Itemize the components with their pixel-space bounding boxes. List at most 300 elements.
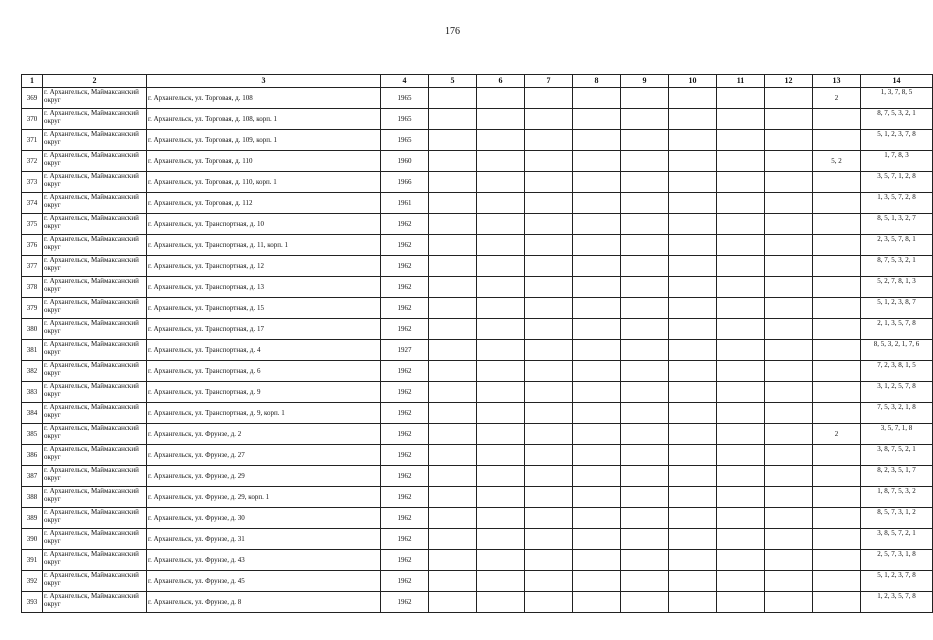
- district-cell: г. Архангельск, Маймаксанский округ: [43, 319, 147, 340]
- empty-cell: [621, 151, 669, 172]
- year-cell: 1962: [381, 382, 429, 403]
- empty-cell: [477, 172, 525, 193]
- empty-cell: [477, 571, 525, 592]
- empty-cell: [573, 151, 621, 172]
- empty-cell: [765, 277, 813, 298]
- empty-cell: [477, 508, 525, 529]
- year-cell: 1962: [381, 487, 429, 508]
- year-cell: 1962: [381, 214, 429, 235]
- empty-cell: [621, 424, 669, 445]
- column-13-cell: [813, 529, 861, 550]
- empty-cell: [621, 445, 669, 466]
- empty-cell: [621, 382, 669, 403]
- empty-cell: [765, 340, 813, 361]
- row-number-cell: 369: [22, 88, 43, 109]
- column-13-cell: [813, 130, 861, 151]
- empty-cell: [573, 340, 621, 361]
- empty-cell: [525, 214, 573, 235]
- district-cell: г. Архангельск, Маймаксанский округ: [43, 151, 147, 172]
- address-cell: г. Архангельск, ул. Фрунзе, д. 8: [147, 592, 381, 613]
- empty-cell: [765, 508, 813, 529]
- page-number: 176: [445, 26, 460, 37]
- column-13-cell: [813, 403, 861, 424]
- empty-cell: [429, 214, 477, 235]
- table-row: [22, 277, 933, 298]
- empty-cell: [765, 466, 813, 487]
- empty-cell: [477, 487, 525, 508]
- district-cell: г. Архангельск, Маймаксанский округ: [43, 403, 147, 424]
- row-number-cell: 384: [22, 403, 43, 424]
- empty-cell: [477, 529, 525, 550]
- empty-cell: [477, 109, 525, 130]
- empty-cell: [525, 172, 573, 193]
- empty-cell: [669, 151, 717, 172]
- empty-cell: [621, 361, 669, 382]
- empty-cell: [669, 298, 717, 319]
- empty-cell: [429, 109, 477, 130]
- column-14-cell: 1, 3, 5, 7, 2, 8: [861, 193, 933, 214]
- empty-cell: [525, 277, 573, 298]
- empty-cell: [717, 529, 765, 550]
- address-cell: г. Архангельск, ул. Транспортная, д. 10: [147, 214, 381, 235]
- empty-cell: [765, 487, 813, 508]
- table-row: [22, 151, 933, 172]
- empty-cell: [429, 277, 477, 298]
- empty-cell: [621, 403, 669, 424]
- row-number-cell: 388: [22, 487, 43, 508]
- empty-cell: [573, 235, 621, 256]
- row-number-cell: 379: [22, 298, 43, 319]
- row-number-cell: 371: [22, 130, 43, 151]
- empty-cell: [621, 130, 669, 151]
- empty-cell: [765, 256, 813, 277]
- column-13-cell: [813, 382, 861, 403]
- column-13-cell: [813, 214, 861, 235]
- table-row: [22, 109, 933, 130]
- empty-cell: [669, 193, 717, 214]
- year-cell: 1962: [381, 529, 429, 550]
- empty-cell: [717, 466, 765, 487]
- year-cell: 1966: [381, 172, 429, 193]
- address-cell: г. Архангельск, ул. Транспортная, д. 12: [147, 256, 381, 277]
- empty-cell: [669, 172, 717, 193]
- empty-cell: [621, 193, 669, 214]
- empty-cell: [573, 550, 621, 571]
- empty-cell: [429, 424, 477, 445]
- empty-cell: [717, 592, 765, 613]
- row-number-cell: 374: [22, 193, 43, 214]
- address-cell: г. Архангельск, ул. Транспортная, д. 15: [147, 298, 381, 319]
- empty-cell: [717, 88, 765, 109]
- empty-cell: [573, 445, 621, 466]
- row-number-cell: 382: [22, 361, 43, 382]
- district-cell: г. Архангельск, Маймаксанский округ: [43, 340, 147, 361]
- empty-cell: [477, 256, 525, 277]
- column-13-cell: [813, 445, 861, 466]
- empty-cell: [717, 550, 765, 571]
- empty-cell: [669, 361, 717, 382]
- empty-cell: [621, 172, 669, 193]
- column-13-cell: [813, 361, 861, 382]
- empty-cell: [429, 529, 477, 550]
- year-cell: 1962: [381, 571, 429, 592]
- district-cell: г. Архангельск, Маймаксанский округ: [43, 424, 147, 445]
- address-cell: г. Архангельск, ул. Транспортная, д. 9: [147, 382, 381, 403]
- year-cell: 1962: [381, 550, 429, 571]
- column-header: 8: [573, 75, 621, 88]
- empty-cell: [669, 214, 717, 235]
- empty-cell: [717, 361, 765, 382]
- year-cell: 1960: [381, 151, 429, 172]
- empty-cell: [477, 382, 525, 403]
- empty-cell: [525, 424, 573, 445]
- empty-cell: [573, 214, 621, 235]
- empty-cell: [429, 361, 477, 382]
- district-cell: г. Архангельск, Маймаксанский округ: [43, 361, 147, 382]
- row-number-cell: 373: [22, 172, 43, 193]
- column-14-cell: 7, 5, 3, 2, 1, 8: [861, 403, 933, 424]
- empty-cell: [429, 340, 477, 361]
- empty-cell: [669, 88, 717, 109]
- row-number-cell: 386: [22, 445, 43, 466]
- empty-cell: [477, 319, 525, 340]
- row-number-cell: 378: [22, 277, 43, 298]
- empty-cell: [477, 88, 525, 109]
- empty-cell: [717, 172, 765, 193]
- column-14-cell: 3, 1, 2, 5, 7, 8: [861, 382, 933, 403]
- column-13-cell: 5, 2: [813, 151, 861, 172]
- table-row: [22, 88, 933, 109]
- empty-cell: [621, 550, 669, 571]
- column-header: 7: [525, 75, 573, 88]
- year-cell: 1965: [381, 109, 429, 130]
- address-cell: г. Архангельск, ул. Торговая, д. 110, корп. 1: [147, 172, 381, 193]
- district-cell: г. Архангельск, Маймаксанский округ: [43, 550, 147, 571]
- empty-cell: [477, 130, 525, 151]
- address-cell: г. Архангельск, ул. Транспортная, д. 13: [147, 277, 381, 298]
- column-13-cell: [813, 235, 861, 256]
- empty-cell: [621, 235, 669, 256]
- empty-cell: [429, 172, 477, 193]
- empty-cell: [525, 403, 573, 424]
- column-header: 9: [621, 75, 669, 88]
- empty-cell: [573, 109, 621, 130]
- empty-cell: [669, 403, 717, 424]
- empty-cell: [621, 109, 669, 130]
- empty-cell: [525, 298, 573, 319]
- year-cell: 1962: [381, 403, 429, 424]
- empty-cell: [717, 193, 765, 214]
- column-13-cell: [813, 256, 861, 277]
- empty-cell: [525, 130, 573, 151]
- table-row: [22, 382, 933, 403]
- district-cell: г. Архангельск, Маймаксанский округ: [43, 529, 147, 550]
- row-number-cell: 381: [22, 340, 43, 361]
- empty-cell: [429, 403, 477, 424]
- empty-cell: [765, 235, 813, 256]
- row-number-cell: 377: [22, 256, 43, 277]
- empty-cell: [429, 508, 477, 529]
- empty-cell: [621, 319, 669, 340]
- empty-cell: [717, 403, 765, 424]
- column-14-cell: 2, 3, 5, 7, 8, 1: [861, 235, 933, 256]
- empty-cell: [669, 550, 717, 571]
- empty-cell: [669, 445, 717, 466]
- column-header: 3: [147, 75, 381, 88]
- column-14-cell: 5, 2, 7, 8, 1, 3: [861, 277, 933, 298]
- address-cell: г. Архангельск, ул. Фрунзе, д. 43: [147, 550, 381, 571]
- empty-cell: [573, 487, 621, 508]
- address-cell: г. Архангельск, ул. Торговая, д. 108: [147, 88, 381, 109]
- empty-cell: [429, 550, 477, 571]
- empty-cell: [477, 340, 525, 361]
- table-row: [22, 130, 933, 151]
- row-number-cell: 383: [22, 382, 43, 403]
- empty-cell: [765, 571, 813, 592]
- row-number-cell: 372: [22, 151, 43, 172]
- empty-cell: [669, 529, 717, 550]
- row-number-cell: 392: [22, 571, 43, 592]
- district-cell: г. Архангельск, Маймаксанский округ: [43, 88, 147, 109]
- table-row: [22, 508, 933, 529]
- empty-cell: [669, 571, 717, 592]
- empty-cell: [525, 550, 573, 571]
- row-number-cell: 387: [22, 466, 43, 487]
- empty-cell: [573, 319, 621, 340]
- address-cell: г. Архангельск, ул. Фрунзе, д. 29: [147, 466, 381, 487]
- district-cell: г. Архангельск, Маймаксанский округ: [43, 382, 147, 403]
- empty-cell: [765, 445, 813, 466]
- year-cell: 1927: [381, 340, 429, 361]
- empty-cell: [717, 424, 765, 445]
- empty-cell: [765, 424, 813, 445]
- column-header: 1: [22, 75, 43, 88]
- empty-cell: [525, 361, 573, 382]
- empty-cell: [765, 403, 813, 424]
- empty-cell: [765, 172, 813, 193]
- empty-cell: [621, 256, 669, 277]
- address-cell: г. Архангельск, ул. Транспортная, д. 9, корп. 1: [147, 403, 381, 424]
- column-14-cell: 2, 1, 3, 5, 7, 8: [861, 319, 933, 340]
- empty-cell: [525, 88, 573, 109]
- column-14-cell: 3, 5, 7, 1, 2, 8: [861, 172, 933, 193]
- year-cell: 1962: [381, 445, 429, 466]
- row-number-cell: 391: [22, 550, 43, 571]
- empty-cell: [621, 487, 669, 508]
- empty-cell: [477, 277, 525, 298]
- district-cell: г. Архангельск, Маймаксанский округ: [43, 130, 147, 151]
- column-14-cell: 2, 5, 7, 3, 1, 8: [861, 550, 933, 571]
- column-14-cell: 8, 7, 5, 3, 2, 1: [861, 256, 933, 277]
- empty-cell: [429, 319, 477, 340]
- table-row: [22, 550, 933, 571]
- table-row: [22, 235, 933, 256]
- column-14-cell: 3, 8, 5, 7, 2, 1: [861, 529, 933, 550]
- empty-cell: [525, 109, 573, 130]
- empty-cell: [621, 88, 669, 109]
- empty-cell: [669, 424, 717, 445]
- column-14-cell: 7, 2, 3, 8, 1, 5: [861, 361, 933, 382]
- year-cell: 1962: [381, 256, 429, 277]
- empty-cell: [765, 151, 813, 172]
- year-cell: 1962: [381, 466, 429, 487]
- empty-cell: [669, 592, 717, 613]
- empty-cell: [477, 550, 525, 571]
- empty-cell: [573, 256, 621, 277]
- column-13-cell: [813, 487, 861, 508]
- row-number-cell: 380: [22, 319, 43, 340]
- column-14-cell: 8, 5, 3, 2, 1, 7, 6: [861, 340, 933, 361]
- address-cell: г. Архангельск, ул. Торговая, д. 109, корп. 1: [147, 130, 381, 151]
- empty-cell: [525, 193, 573, 214]
- empty-cell: [573, 466, 621, 487]
- empty-cell: [717, 256, 765, 277]
- empty-cell: [717, 298, 765, 319]
- year-cell: 1962: [381, 592, 429, 613]
- address-cell: г. Архангельск, ул. Транспортная, д. 4: [147, 340, 381, 361]
- empty-cell: [429, 256, 477, 277]
- address-cell: г. Архангельск, ул. Транспортная, д. 17: [147, 319, 381, 340]
- table-row: [22, 256, 933, 277]
- empty-cell: [573, 361, 621, 382]
- empty-cell: [765, 319, 813, 340]
- table-row: [22, 214, 933, 235]
- empty-cell: [717, 382, 765, 403]
- year-cell: 1962: [381, 298, 429, 319]
- empty-cell: [669, 130, 717, 151]
- empty-cell: [717, 109, 765, 130]
- empty-cell: [525, 529, 573, 550]
- column-13-cell: [813, 319, 861, 340]
- column-14-cell: 8, 7, 5, 3, 2, 1: [861, 109, 933, 130]
- empty-cell: [477, 466, 525, 487]
- column-14-cell: 5, 1, 2, 3, 7, 8: [861, 130, 933, 151]
- district-cell: г. Архангельск, Маймаксанский округ: [43, 508, 147, 529]
- year-cell: 1962: [381, 277, 429, 298]
- empty-cell: [765, 382, 813, 403]
- empty-cell: [573, 298, 621, 319]
- column-13-cell: [813, 193, 861, 214]
- empty-cell: [477, 193, 525, 214]
- column-header: 12: [765, 75, 813, 88]
- column-header: 5: [429, 75, 477, 88]
- column-14-cell: 5, 1, 2, 3, 7, 8: [861, 571, 933, 592]
- column-14-cell: 3, 8, 7, 5, 2, 1: [861, 445, 933, 466]
- column-13-cell: [813, 298, 861, 319]
- column-13-cell: [813, 571, 861, 592]
- empty-cell: [669, 256, 717, 277]
- empty-cell: [717, 508, 765, 529]
- table-body: [22, 88, 933, 613]
- empty-cell: [429, 487, 477, 508]
- column-14-cell: 1, 8, 7, 5, 3, 2: [861, 487, 933, 508]
- table-row: [22, 466, 933, 487]
- address-cell: г. Архангельск, ул. Фрунзе, д. 29, корп. 1: [147, 487, 381, 508]
- empty-cell: [765, 214, 813, 235]
- empty-cell: [573, 508, 621, 529]
- year-cell: 1962: [381, 508, 429, 529]
- table-row: [22, 361, 933, 382]
- empty-cell: [525, 256, 573, 277]
- empty-cell: [573, 88, 621, 109]
- empty-cell: [669, 319, 717, 340]
- address-cell: г. Архангельск, ул. Транспортная, д. 6: [147, 361, 381, 382]
- district-cell: г. Архангельск, Маймаксанский округ: [43, 487, 147, 508]
- empty-cell: [477, 151, 525, 172]
- address-cell: г. Архангельск, ул. Фрунзе, д. 27: [147, 445, 381, 466]
- district-cell: г. Архангельск, Маймаксанский округ: [43, 193, 147, 214]
- empty-cell: [525, 340, 573, 361]
- empty-cell: [573, 193, 621, 214]
- empty-cell: [717, 487, 765, 508]
- empty-cell: [621, 466, 669, 487]
- table-row: [22, 298, 933, 319]
- empty-cell: [429, 382, 477, 403]
- empty-cell: [717, 235, 765, 256]
- empty-cell: [429, 298, 477, 319]
- column-header: 10: [669, 75, 717, 88]
- empty-cell: [525, 235, 573, 256]
- empty-cell: [717, 319, 765, 340]
- empty-cell: [477, 235, 525, 256]
- district-cell: г. Архангельск, Маймаксанский округ: [43, 592, 147, 613]
- empty-cell: [525, 466, 573, 487]
- empty-cell: [621, 571, 669, 592]
- table-row: [22, 340, 933, 361]
- empty-cell: [477, 424, 525, 445]
- column-header: 4: [381, 75, 429, 88]
- column-header: 14: [861, 75, 933, 88]
- year-cell: 1962: [381, 235, 429, 256]
- column-13-cell: [813, 109, 861, 130]
- empty-cell: [765, 193, 813, 214]
- empty-cell: [621, 298, 669, 319]
- table-row: [22, 487, 933, 508]
- column-13-cell: [813, 277, 861, 298]
- empty-cell: [477, 361, 525, 382]
- empty-cell: [429, 193, 477, 214]
- district-cell: г. Архангельск, Маймаксанский округ: [43, 109, 147, 130]
- column-14-cell: 1, 2, 3, 5, 7, 8: [861, 592, 933, 613]
- column-13-cell: [813, 592, 861, 613]
- empty-cell: [525, 151, 573, 172]
- district-cell: г. Архангельск, Маймаксанский округ: [43, 445, 147, 466]
- empty-cell: [621, 508, 669, 529]
- column-header: 11: [717, 75, 765, 88]
- district-cell: г. Архангельск, Маймаксанский округ: [43, 256, 147, 277]
- empty-cell: [765, 109, 813, 130]
- empty-cell: [669, 340, 717, 361]
- year-cell: 1962: [381, 361, 429, 382]
- empty-cell: [477, 298, 525, 319]
- address-cell: г. Архангельск, ул. Фрунзе, д. 31: [147, 529, 381, 550]
- year-cell: 1965: [381, 130, 429, 151]
- empty-cell: [573, 571, 621, 592]
- empty-cell: [525, 382, 573, 403]
- empty-cell: [573, 130, 621, 151]
- empty-cell: [429, 466, 477, 487]
- empty-cell: [429, 592, 477, 613]
- column-14-cell: 3, 5, 7, 1, 8: [861, 424, 933, 445]
- empty-cell: [765, 88, 813, 109]
- row-number-cell: 389: [22, 508, 43, 529]
- empty-cell: [669, 466, 717, 487]
- empty-cell: [525, 592, 573, 613]
- housing-register-table: [21, 74, 933, 613]
- column-13-cell: 2: [813, 424, 861, 445]
- row-number-cell: 390: [22, 529, 43, 550]
- column-header: 6: [477, 75, 525, 88]
